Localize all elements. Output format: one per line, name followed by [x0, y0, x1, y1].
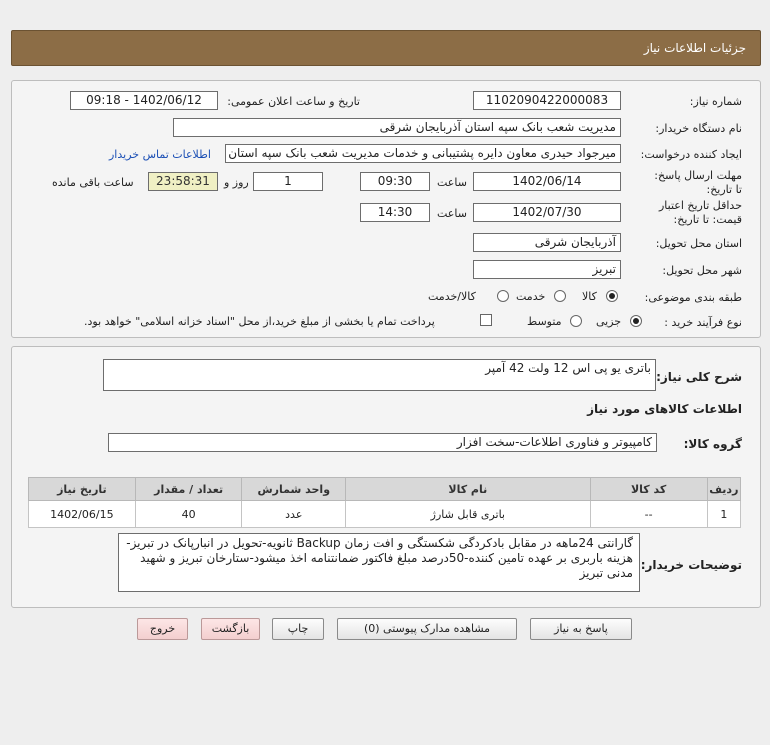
- cell-name: باتری قابل شارژ: [346, 501, 591, 528]
- days-label: روز و: [224, 176, 249, 189]
- col-name-header: نام کالا: [346, 478, 591, 501]
- back-button[interactable]: بازگشت: [201, 618, 260, 640]
- group-field[interactable]: کامپیوتر و فناوری اطلاعات-سخت افزار: [108, 433, 657, 452]
- remaining-time-field: 23:58:31: [148, 172, 218, 191]
- notes-field[interactable]: گارانتی 24ماهه در مقابل بادکردگی شکستگی و افت زمان Backup ثانویه-تحویل در انبارپانک در تبریز-هزینه باربری بر عهده تامین کننده-50درصد مبلغ فاکتور ضمانتنامه اخذ میشود-ستارخان تبریز و شهید مدنی تبریز: [118, 533, 640, 592]
- province-field[interactable]: آذربایجان شرقی: [473, 233, 621, 252]
- validity-time-label: ساعت: [437, 207, 467, 220]
- deadline-date-field[interactable]: 1402/06/14: [473, 172, 621, 191]
- cell-date: 1402/06/15: [29, 501, 136, 528]
- goods-info-title: اطلاعات کالاهای مورد نیاز: [587, 402, 742, 416]
- deadline-time-field[interactable]: 09:30: [360, 172, 430, 191]
- table-row[interactable]: [29, 501, 741, 528]
- contact-buyer-link[interactable]: اطلاعات تماس خریدار: [109, 148, 211, 161]
- creator-label: ایجاد کننده درخواست:: [640, 148, 742, 161]
- deadline-label: مهلت ارسال پاسخ: تا تاریخ:: [654, 169, 742, 196]
- header-bar: [11, 30, 761, 66]
- need-number-label: شماره نیاز:: [689, 95, 742, 108]
- page-title: جزئیات اطلاعات نیاز: [643, 41, 746, 55]
- buyer-field[interactable]: مدیریت شعب بانک سپه استان آذربایجان شرقی: [173, 118, 621, 137]
- category-goods-label: کالا: [582, 290, 597, 303]
- city-field[interactable]: تبریز: [473, 260, 621, 279]
- province-label: استان محل تحویل:: [655, 237, 742, 250]
- category-both-radio[interactable]: [497, 290, 509, 302]
- creator-field[interactable]: میرجواد حیدری معاون دایره پشتیبانی و خدمات مدیریت شعب بانک سپه استان: [225, 144, 621, 163]
- category-service-radio[interactable]: [554, 290, 566, 302]
- process-minor-radio[interactable]: [630, 315, 642, 327]
- table-header-row: [29, 478, 741, 501]
- cell-code: --: [590, 501, 707, 528]
- col-date-header: تاریخ نیاز: [29, 478, 136, 501]
- process-medium-radio[interactable]: [570, 315, 582, 327]
- col-unit-header: واحد شمارش: [242, 478, 346, 501]
- cell-qty: 40: [135, 501, 242, 528]
- col-row-header: ردیف: [707, 478, 740, 501]
- remaining-label: ساعت باقی مانده: [52, 176, 134, 189]
- category-service-label: خدمت: [516, 290, 546, 303]
- city-label: شهر محل تحویل:: [662, 264, 742, 277]
- buyer-label: نام دستگاه خریدار:: [655, 122, 742, 135]
- deadline-time-label: ساعت: [437, 176, 467, 189]
- announce-label: تاریخ و ساعت اعلان عمومی:: [227, 95, 360, 108]
- reply-button[interactable]: پاسخ به نیاز: [530, 618, 632, 640]
- need-number-field[interactable]: 1102090422000083: [473, 91, 621, 110]
- summary-field[interactable]: باتری یو پی اس 12 ولت 42 آمپر: [103, 359, 656, 391]
- process-minor-label: جزیی: [596, 315, 622, 328]
- validity-label: حداقل تاریخ اعتبار قیمت: تا تاریخ:: [658, 199, 742, 226]
- view-attachments-button[interactable]: مشاهده مدارک پیوستی (0): [337, 618, 517, 640]
- category-label: طبقه بندی موضوعی:: [644, 291, 742, 304]
- cell-row: 1: [707, 501, 740, 528]
- category-goods-radio[interactable]: [606, 290, 618, 302]
- col-code-header: کد کالا: [590, 478, 707, 501]
- process-medium-label: متوسط: [527, 315, 562, 328]
- group-label: گروه کالا:: [683, 437, 742, 451]
- days-field[interactable]: 1: [253, 172, 323, 191]
- cell-unit: عدد: [242, 501, 346, 528]
- col-qty-header: تعداد / مقدار: [135, 478, 242, 501]
- goods-table: [28, 477, 741, 528]
- notes-label: توضیحات خریدار:: [640, 558, 742, 572]
- print-button[interactable]: چاپ: [272, 618, 324, 640]
- process-label: نوع فرآیند خرید :: [664, 316, 742, 329]
- validity-time-field[interactable]: 14:30: [360, 203, 430, 222]
- category-both-label: کالا/خدمت: [428, 290, 476, 303]
- validity-date-field[interactable]: 1402/07/30: [473, 203, 621, 222]
- treasury-payment-note: پرداخت تمام یا بخشی از مبلغ خرید،از محل "اسناد خزانه اسلامی" خواهد بود.: [84, 315, 435, 328]
- announce-field[interactable]: 1402/06/12 - 09:18: [70, 91, 218, 110]
- treasury-payment-checkbox[interactable]: [480, 314, 492, 326]
- summary-label: شرح کلی نیاز:: [656, 370, 742, 384]
- exit-button[interactable]: خروج: [137, 618, 188, 640]
